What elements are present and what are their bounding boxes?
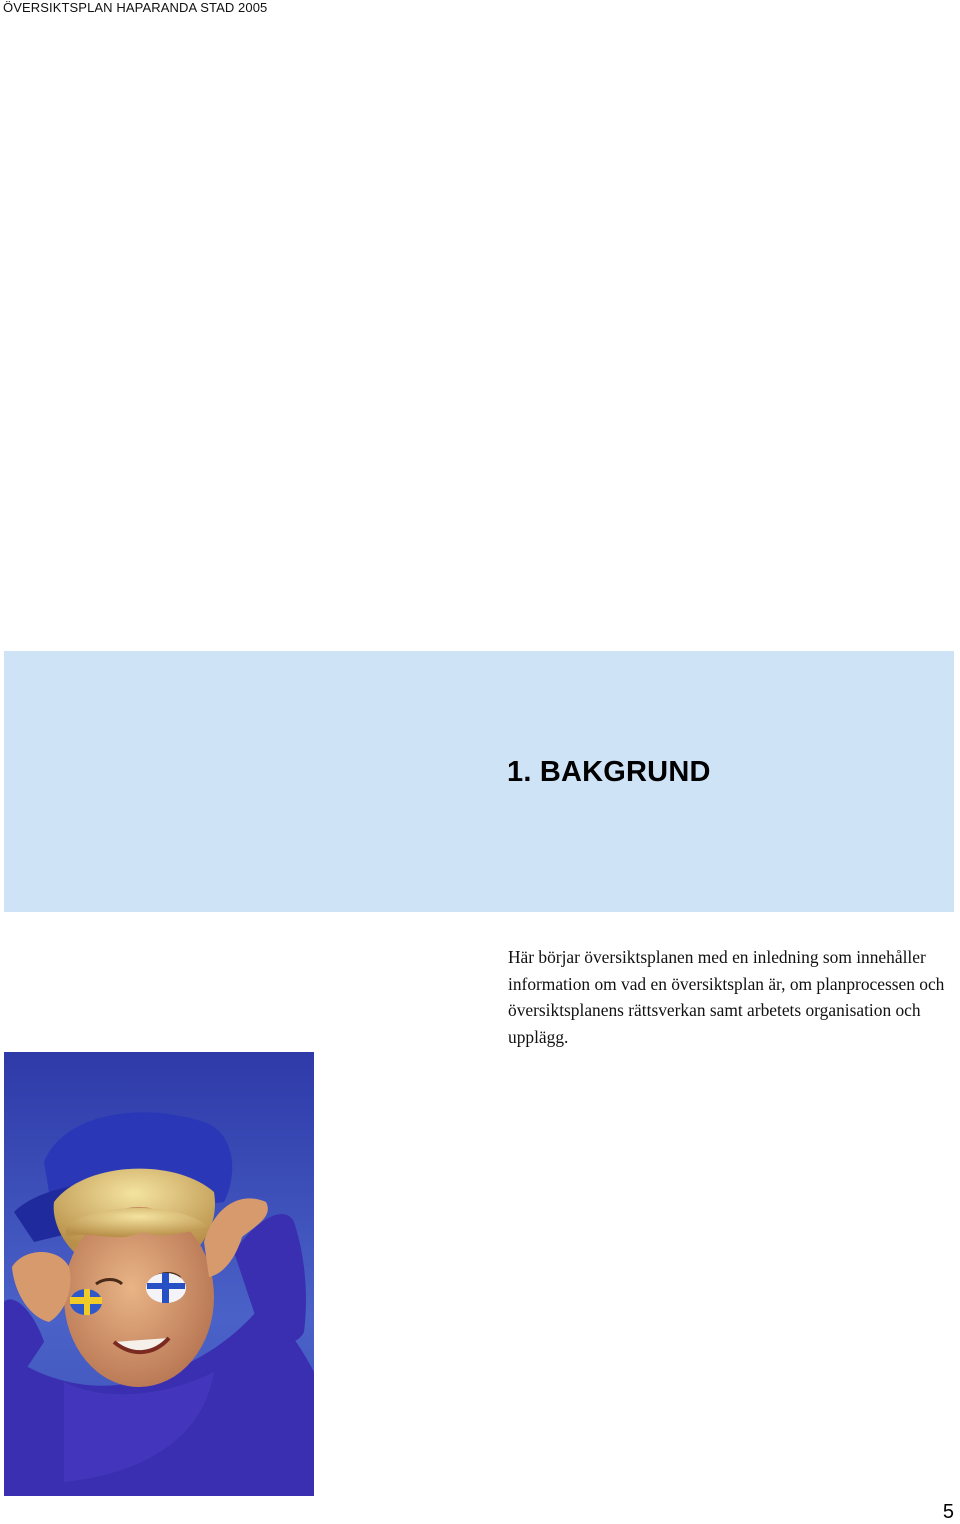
running-header: ÖVERSIKTSPLAN HAPARANDA STAD 2005 [3,0,268,15]
chapter-band [4,651,954,912]
intro-paragraph: Här börjar översiktsplanen med en inledning som innehåller information om vad en översiktsplan är, om planprocessen och översiktsplanens rättsverkan samt arbetets organisation och upplägg. [508,947,945,1047]
page-number: 5 [942,1501,954,1523]
boy-photo [4,1052,314,1496]
chapter-title: 1. BAKGRUND [507,756,711,788]
